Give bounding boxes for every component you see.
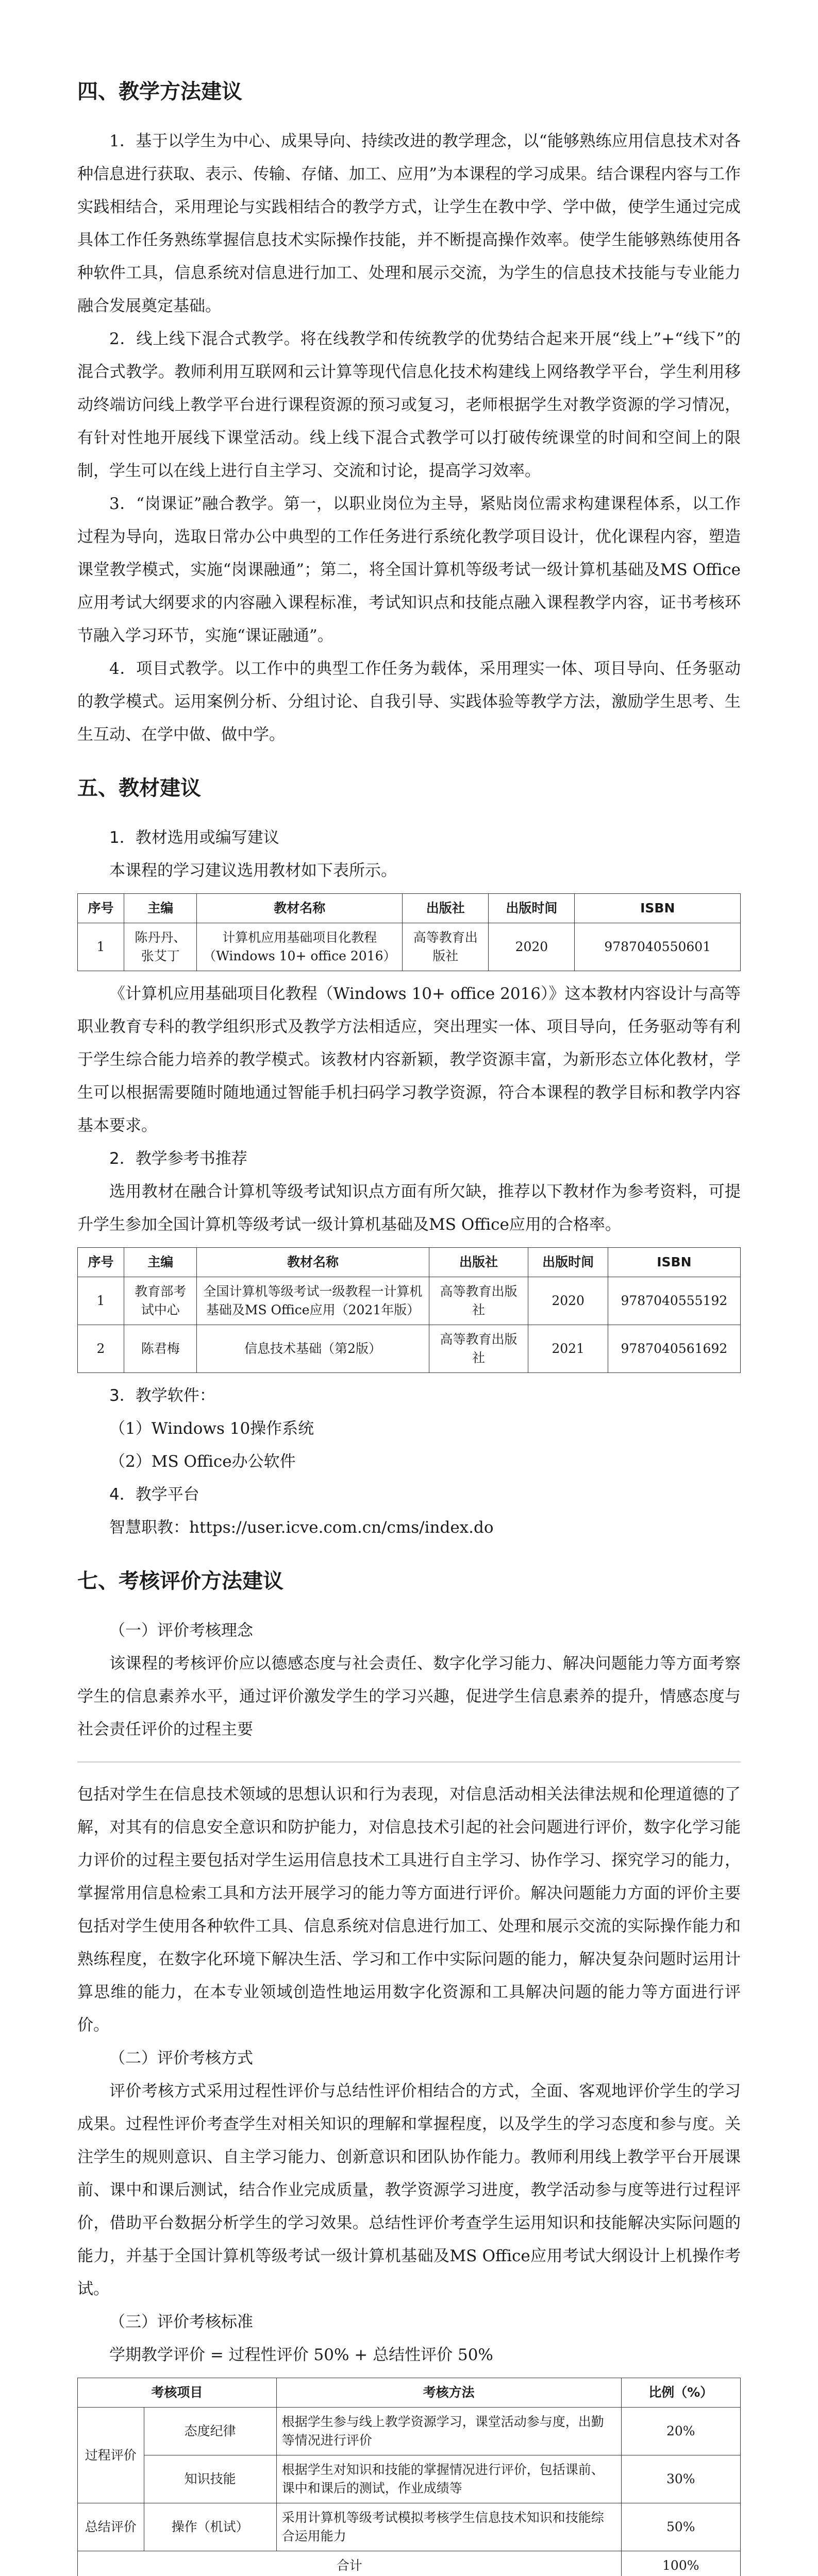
subsection-heading: 1．教材选用或编写建议 — [109, 828, 279, 847]
assessment-table — [77, 2378, 741, 2576]
subsection-heading: 4．教学平台 — [109, 1485, 199, 1504]
table-cell: 9787040561692 — [608, 1325, 740, 1373]
column-header: 出版时间 — [528, 1248, 608, 1277]
table-cell: 陈丹丹、张艾丁 — [124, 923, 197, 971]
column-header: 出版社 — [429, 1248, 528, 1277]
table-cell: 信息技术基础（第2版） — [197, 1325, 429, 1373]
platform-link-text: 智慧职教：https://user.icve.com.cn/cms/index.do — [109, 1518, 494, 1537]
column-header: 比例（%） — [621, 2378, 740, 2408]
column-header: 教材名称 — [197, 1248, 429, 1277]
table-cell: 根据学生对知识和技能的掌握情况进行评价，包括课前、课中和课后的测试，作业成绩等 — [276, 2455, 621, 2503]
page-break-divider — [77, 1761, 741, 1762]
table-cell: 计算机应用基础项目化教程（Windows 10+ office 2016） — [197, 923, 403, 971]
table-cell: 高等教育出版社 — [429, 1325, 528, 1373]
column-header: ISBN — [608, 1248, 740, 1277]
table-cell: 30% — [621, 2455, 740, 2503]
table-total-row — [78, 2551, 741, 2576]
table-cell: 2 — [78, 1325, 124, 1373]
section-title-teaching-methods: 四、教学方法建议 — [77, 80, 242, 104]
table-cell: 1 — [78, 923, 124, 971]
table-cell: 2020 — [528, 1277, 608, 1325]
paragraph: 包括对学生在信息技术领域的思想认识和行为表现，对信息活动相关法律法规和伦理道德的了解，对其有的信息安全意识和防护能力，对信息技术引起的社会问题进行评价，数字化学习能力评价的过程主要包括对学生运用信息技术工具进行自主学习、协作学习、探究学习的能力，掌握常用信息检索工具和方法开展学习的能力等方面进行评价。解决问题能力方面的评价主要包括对学生使用各种软件工具、信息系统对信息进行加工、处理和展示交流的实际操作能力和熟练程度，在数字化环境下解决生活、学习和工作中实际问题的能力，解决复杂问题时运用计算思维的能力，在本专业领域创造性地运用数字化资源和工具解决问题的能力等方面进行评价。 — [77, 1785, 741, 2035]
table-cell: 过程评价 — [78, 2408, 144, 2503]
subsection-heading: （三）评价考核标准 — [109, 2313, 253, 2331]
grading-formula: 学期教学评价 = 过程性评价 50% + 总结性评价 50% — [109, 2346, 493, 2364]
column-header: 出版社 — [403, 894, 489, 923]
section-title-assessment: 七、考核评价方法建议 — [77, 1569, 283, 1593]
paragraph: 该课程的考核评价应以德感态度与社会责任、数字化学习能力、解决问题能力等方面考察学生的信息素养水平，通过评价激发学生的学习兴趣，促进学生信息素养的提升，情感态度与社会责任评价的过程主要 — [77, 1654, 741, 1739]
table-cell: 教育部考试中心 — [124, 1277, 197, 1325]
paragraph: 2．线上线下混合式教学。将在线教学和传统教学的优势结合起来开展“线上”+“线下”的混合式教学。教师利用互联网和云计算等现代信息化技术构建线上网络教学平台，学生利用移动终端访问线上教学平台进行课程资源的预习或复习，老师根据学生对教学资源的学习情况，有针对性地开展线下课堂活动。线上线下混合式教学可以打破传统课堂的时间和空间上的限制，学生可以在线上进行自主学习、交流和讨论，提高学习效率。 — [77, 330, 741, 480]
table-cell: 2021 — [528, 1325, 608, 1373]
table-cell: 根据学生参与线上教学资源学习，课堂活动参与度，出勤等情况进行评价 — [276, 2408, 621, 2455]
table-cell: 9787040555192 — [608, 1277, 740, 1325]
table-header-row — [78, 894, 741, 923]
table-row — [78, 1325, 741, 1373]
table-header-row — [78, 1248, 741, 1277]
subsection-heading: 3．教学软件： — [109, 1386, 215, 1405]
column-header: 序号 — [78, 894, 124, 923]
subsection-heading: （二）评价考核方式 — [109, 2049, 253, 2067]
table-cell: 高等教育出版社 — [429, 1277, 528, 1325]
table-cell: 20% — [621, 2408, 740, 2455]
table-cell: 50% — [621, 2503, 740, 2551]
reference-book-table — [77, 1247, 741, 1373]
textbook-table — [77, 893, 741, 971]
table-row — [78, 2455, 741, 2503]
paragraph: 1．基于以学生为中心、成果导向、持续改进的教学理念，以“能够熟练应用信息技术对各种信息进行获取、表示、传输、存储、加工、应用”为本课程的学习成果。结合课程内容与工作实践相结合，采用理论与实践相结合的教学方式，让学生在教中学、学中做，使学生通过完成具体工作任务熟练掌握信息技术实际操作技能，并不断提高操作效率。使学生能够熟练使用各种软件工具，信息系统对信息进行加工、处理和展示交流，为学生的信息技术技能与专业能力融合发展奠定基础。 — [77, 132, 741, 315]
list-item: （2）MS Office办公软件 — [109, 1452, 296, 1471]
table-cell: 100% — [621, 2551, 740, 2576]
paragraph: 评价考核方式采用过程性评价与总结性评价相结合的方式，全面、客观地评价学生的学习成果。过程性评价考查学生对相关知识的理解和掌握程度，以及学生的学习态度和参与度。关注学生的规则意识、自主学习能力、创新意识和团队协作能力。教师利用线上教学平台开展课前、课中和课后测试，结合作业完成质量，教学资源学习进度，教学活动参与度等进行过程评价，借助平台数据分析学生的学习效果。总结性评价考查学生运用知识和技能解决实际问题的能力，并基于全国计算机等级考试一级计算机基础及MS Office应用考试大纲设计上机操作考试。 — [77, 2082, 741, 2298]
table-cell: 全国计算机等级考试一级教程一计算机基础及MS Office应用（2021年版） — [197, 1277, 429, 1325]
document-page — [77, 77, 741, 2576]
table-cell: 2020 — [489, 923, 575, 971]
subsection-heading: 2．教学参考书推荐 — [109, 1149, 247, 1168]
table-cell: 高等教育出版社 — [403, 923, 489, 971]
column-header: ISBN — [575, 894, 741, 923]
table-header-row — [78, 2378, 741, 2408]
table-cell: 知识技能 — [144, 2455, 276, 2503]
paragraph: 4．项目式教学。以工作中的典型工作任务为载体，采用理实一体、项目导向、任务驱动的教学模式。运用案例分析、分组讨论、自我引导、实践体验等教学方法，激励学生思考、生生互动、在学中做、做中学。 — [77, 659, 741, 744]
paragraph: 选用教材在融合计算机等级考试知识点方面有所欠缺，推荐以下教材作为参考资料，可提升学生参加全国计算机等级考试一级计算机基础及MS Office应用的合格率。 — [77, 1182, 741, 1234]
column-header: 主编 — [124, 894, 197, 923]
table-cell: 操作（机试） — [144, 2503, 276, 2551]
section-title-textbook: 五、教材建议 — [77, 776, 201, 800]
list-item: （1）Windows 10操作系统 — [109, 1419, 314, 1438]
column-header: 出版时间 — [489, 894, 575, 923]
table-cell: 态度纪律 — [144, 2408, 276, 2455]
table-cell: 1 — [78, 1277, 124, 1325]
column-header: 主编 — [124, 1248, 197, 1277]
paragraph: 《计算机应用基础项目化教程（Windows 10+ office 2016）》这本教材内容设计与高等职业教育专科的教学组织形式及教学方法相适应，突出理实一体、项目导向，任务驱动等有利于学生综合能力培养的教学模式。该教材内容新颖，教学资源丰富，为新形态立体化教材，学生可以根据需要随时随地通过智能手机扫码学习教学资源，符合本课程的教学目标和教学内容基本要求。 — [77, 985, 741, 1135]
column-header: 考核方法 — [276, 2378, 621, 2408]
column-header: 教材名称 — [197, 894, 403, 923]
table-row — [78, 2503, 741, 2551]
table-row — [78, 1277, 741, 1325]
table-cell: 总结评价 — [78, 2503, 144, 2551]
subsection-heading: （一）评价考核理念 — [109, 1621, 253, 1640]
paragraph: 本课程的学习建议选用教材如下表所示。 — [109, 861, 397, 880]
table-cell: 9787040550601 — [575, 923, 741, 971]
column-header: 考核项目 — [78, 2378, 277, 2408]
column-header: 序号 — [78, 1248, 124, 1277]
paragraph: 3．“岗课证”融合教学。第一，以职业岗位为主导，紧贴岗位需求构建课程体系，以工作过程为导向，选取日常办公中典型的工作任务进行系统化教学项目设计，优化课程内容，塑造课堂教学模式，实施“岗课融通”；第二，将全国计算机等级考试一级计算机基础及MS Office应用考试大纲要求的内容融入课程标准，考试知识点和技能点融入课程教学内容，证书考核环节融入学习环节，实施“课证融通”。 — [77, 495, 741, 645]
table-cell: 合计 — [78, 2551, 622, 2576]
table-row — [78, 2408, 741, 2455]
table-cell: 采用计算机等级考试模拟考核学生信息技术知识和技能综合运用能力 — [276, 2503, 621, 2551]
table-cell: 陈君梅 — [124, 1325, 197, 1373]
table-row — [78, 923, 741, 971]
